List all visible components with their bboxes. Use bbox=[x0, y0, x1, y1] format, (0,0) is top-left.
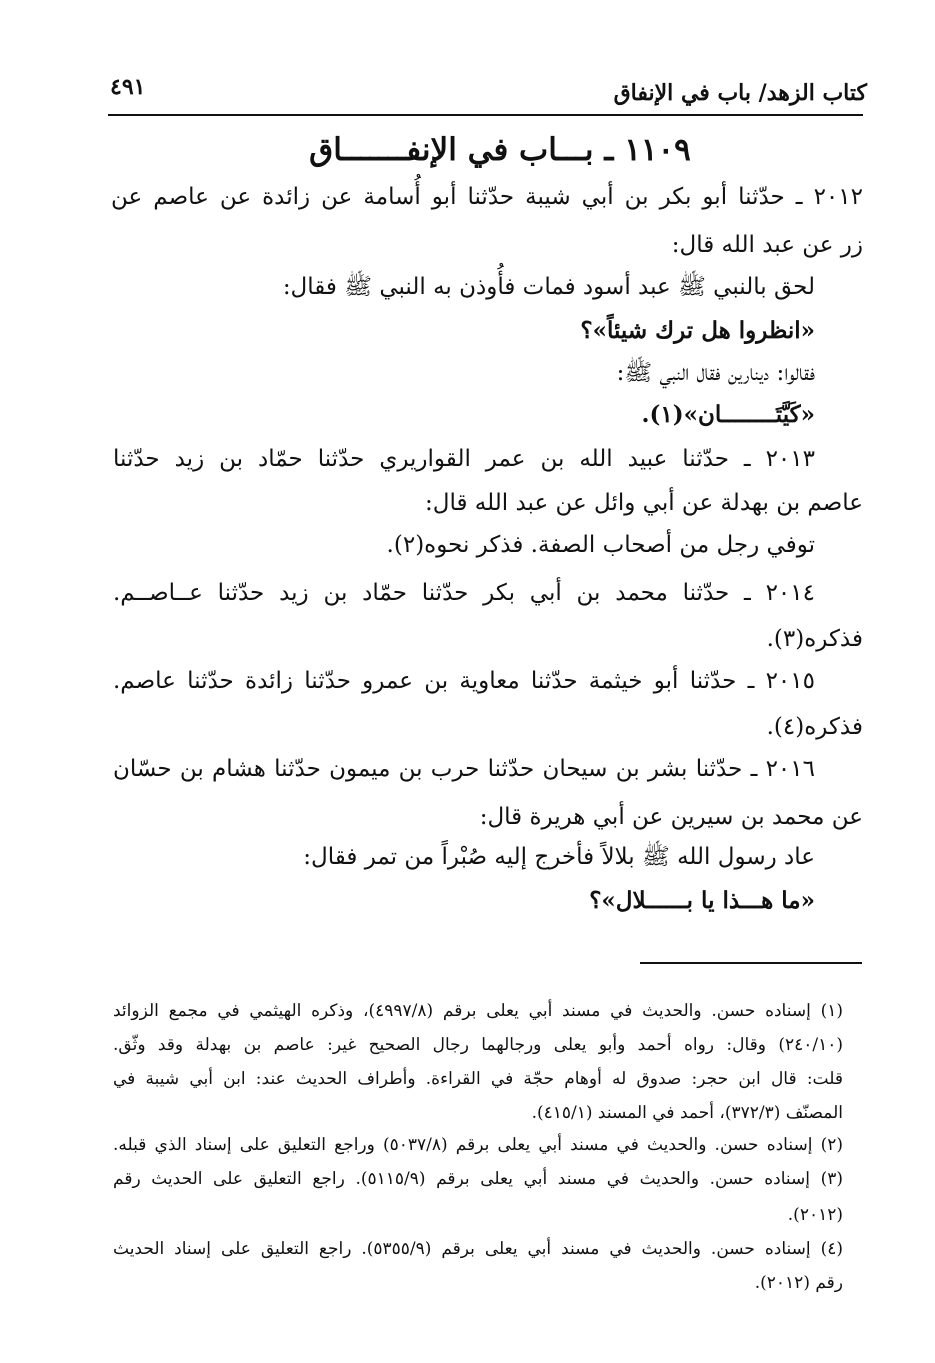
footnote-line: (٣) إسناده حسن. والحديث في مسند أبي يعلى برقم (٥١١٥/٩). راجع التعليق على الحديث رقم bbox=[113, 1169, 843, 1189]
footnote-line: (٤) إسناده حسن. والحديث في مسند أبي يعلى برقم (٥٣٥٥/٩). راجع التعليق على إسناد الحديث bbox=[113, 1239, 843, 1259]
body-line: «ما هـــذا يا بــــــلال»؟ bbox=[589, 887, 815, 914]
body-line: «كَيَّتَــــــــان»(١). bbox=[641, 401, 815, 428]
body-line: عاد رسول الله ﷺ بلالاً فأخرج إليه صُبْراً من تمر فقال: bbox=[303, 844, 815, 870]
body-line: ٢٠١٥ ـ حدّثنا أبو خيثمة حدّثنا معاوية بن عمرو حدّثنا زائدة حدّثنا عاصم. bbox=[113, 668, 815, 694]
body-line: «انظروا هل ترك شيئاً»؟ bbox=[580, 317, 815, 344]
body-line: لحق بالنبي ﷺ عبد أسود فمات فأُوذن به النبي ﷺ فقال: bbox=[282, 274, 815, 300]
footnote-line: المصنّف (٣٧٢/٣)، أحمد في المسند (٤١٥/١). bbox=[531, 1103, 843, 1123]
body-line: فذكره(٤). bbox=[766, 714, 863, 740]
body-line: ٢٠١٢ ـ حدّثنا أبو بكر بن أبي شيبة حدّثنا أبو أُسامة عن زائدة عن عاصم عن bbox=[111, 184, 863, 210]
body-line: توفي رجل من أصحاب الصفة. فذكر نحوه(٢). bbox=[386, 532, 815, 558]
body-line: ٢٠١٣ ـ حدّثنا عبيد الله بن عمر القواريري حدّثنا حمّاد بن زيد حدّثنا bbox=[113, 446, 815, 472]
body-line: عن محمد بن سيرين عن أبي هريرة قال: bbox=[479, 804, 863, 830]
footnote-line: قلت: قال ابن حجر: صدوق له أوهام حجّة في القراءة. وأطراف الحديث عند: ابن أبي شيبة في bbox=[113, 1069, 843, 1089]
page-number: ٤٩١ bbox=[110, 74, 146, 100]
header-divider bbox=[108, 114, 863, 116]
footnote-line: (٢٠١٢). bbox=[787, 1205, 843, 1225]
footnote-line: (٢٤٠/١٠) وقال: رواه أحمد وأبو يعلى ورجالهما رجال الصحيح غير: عاصم بن بهدلة وقد وثّق. bbox=[113, 1035, 843, 1055]
body-line: ٢٠١٦ ـ حدّثنا بشر بن سيحان حدّثنا حرب بن ميمون حدّثنا هشام بن حسّان bbox=[113, 756, 815, 782]
running-header-title: كتاب الزهد/ باب في الإنفاق bbox=[613, 80, 867, 106]
body-line: ٢٠١٤ ـ حدّثنا محمد بن أبي بكر حدّثنا حمّاد بن زيد حدّثنا عــاصــم. bbox=[113, 580, 815, 606]
footnote-line: (١) إسناده حسن. والحديث في مسند أبي يعلى برقم (٤٩٩٧/٨)، وذكره الهيثمي في مجمع الزوائد bbox=[113, 1001, 843, 1021]
footnote-line: (٢) إسناده حسن. والحديث في مسند أبي يعلى برقم (٥٠٣٧/٨) وراجع التعليق على إسناد الذي قبله. bbox=[113, 1135, 843, 1155]
body-line: فقالوا: دينارين فقال النبي ﷺ: bbox=[616, 360, 815, 386]
body-line: زر عن عبد الله قال: bbox=[671, 232, 863, 258]
chapter-heading: ١١٠٩ ـ بـــاب في الإنفـــــــاق bbox=[309, 132, 691, 168]
footnote-divider bbox=[640, 962, 862, 964]
body-line: فذكره(٣). bbox=[766, 626, 863, 652]
body-line: عاصم بن بهدلة عن أبي وائل عن عبد الله قال: bbox=[425, 490, 863, 516]
footnote-line: رقم (٢٠١٢). bbox=[754, 1273, 843, 1293]
